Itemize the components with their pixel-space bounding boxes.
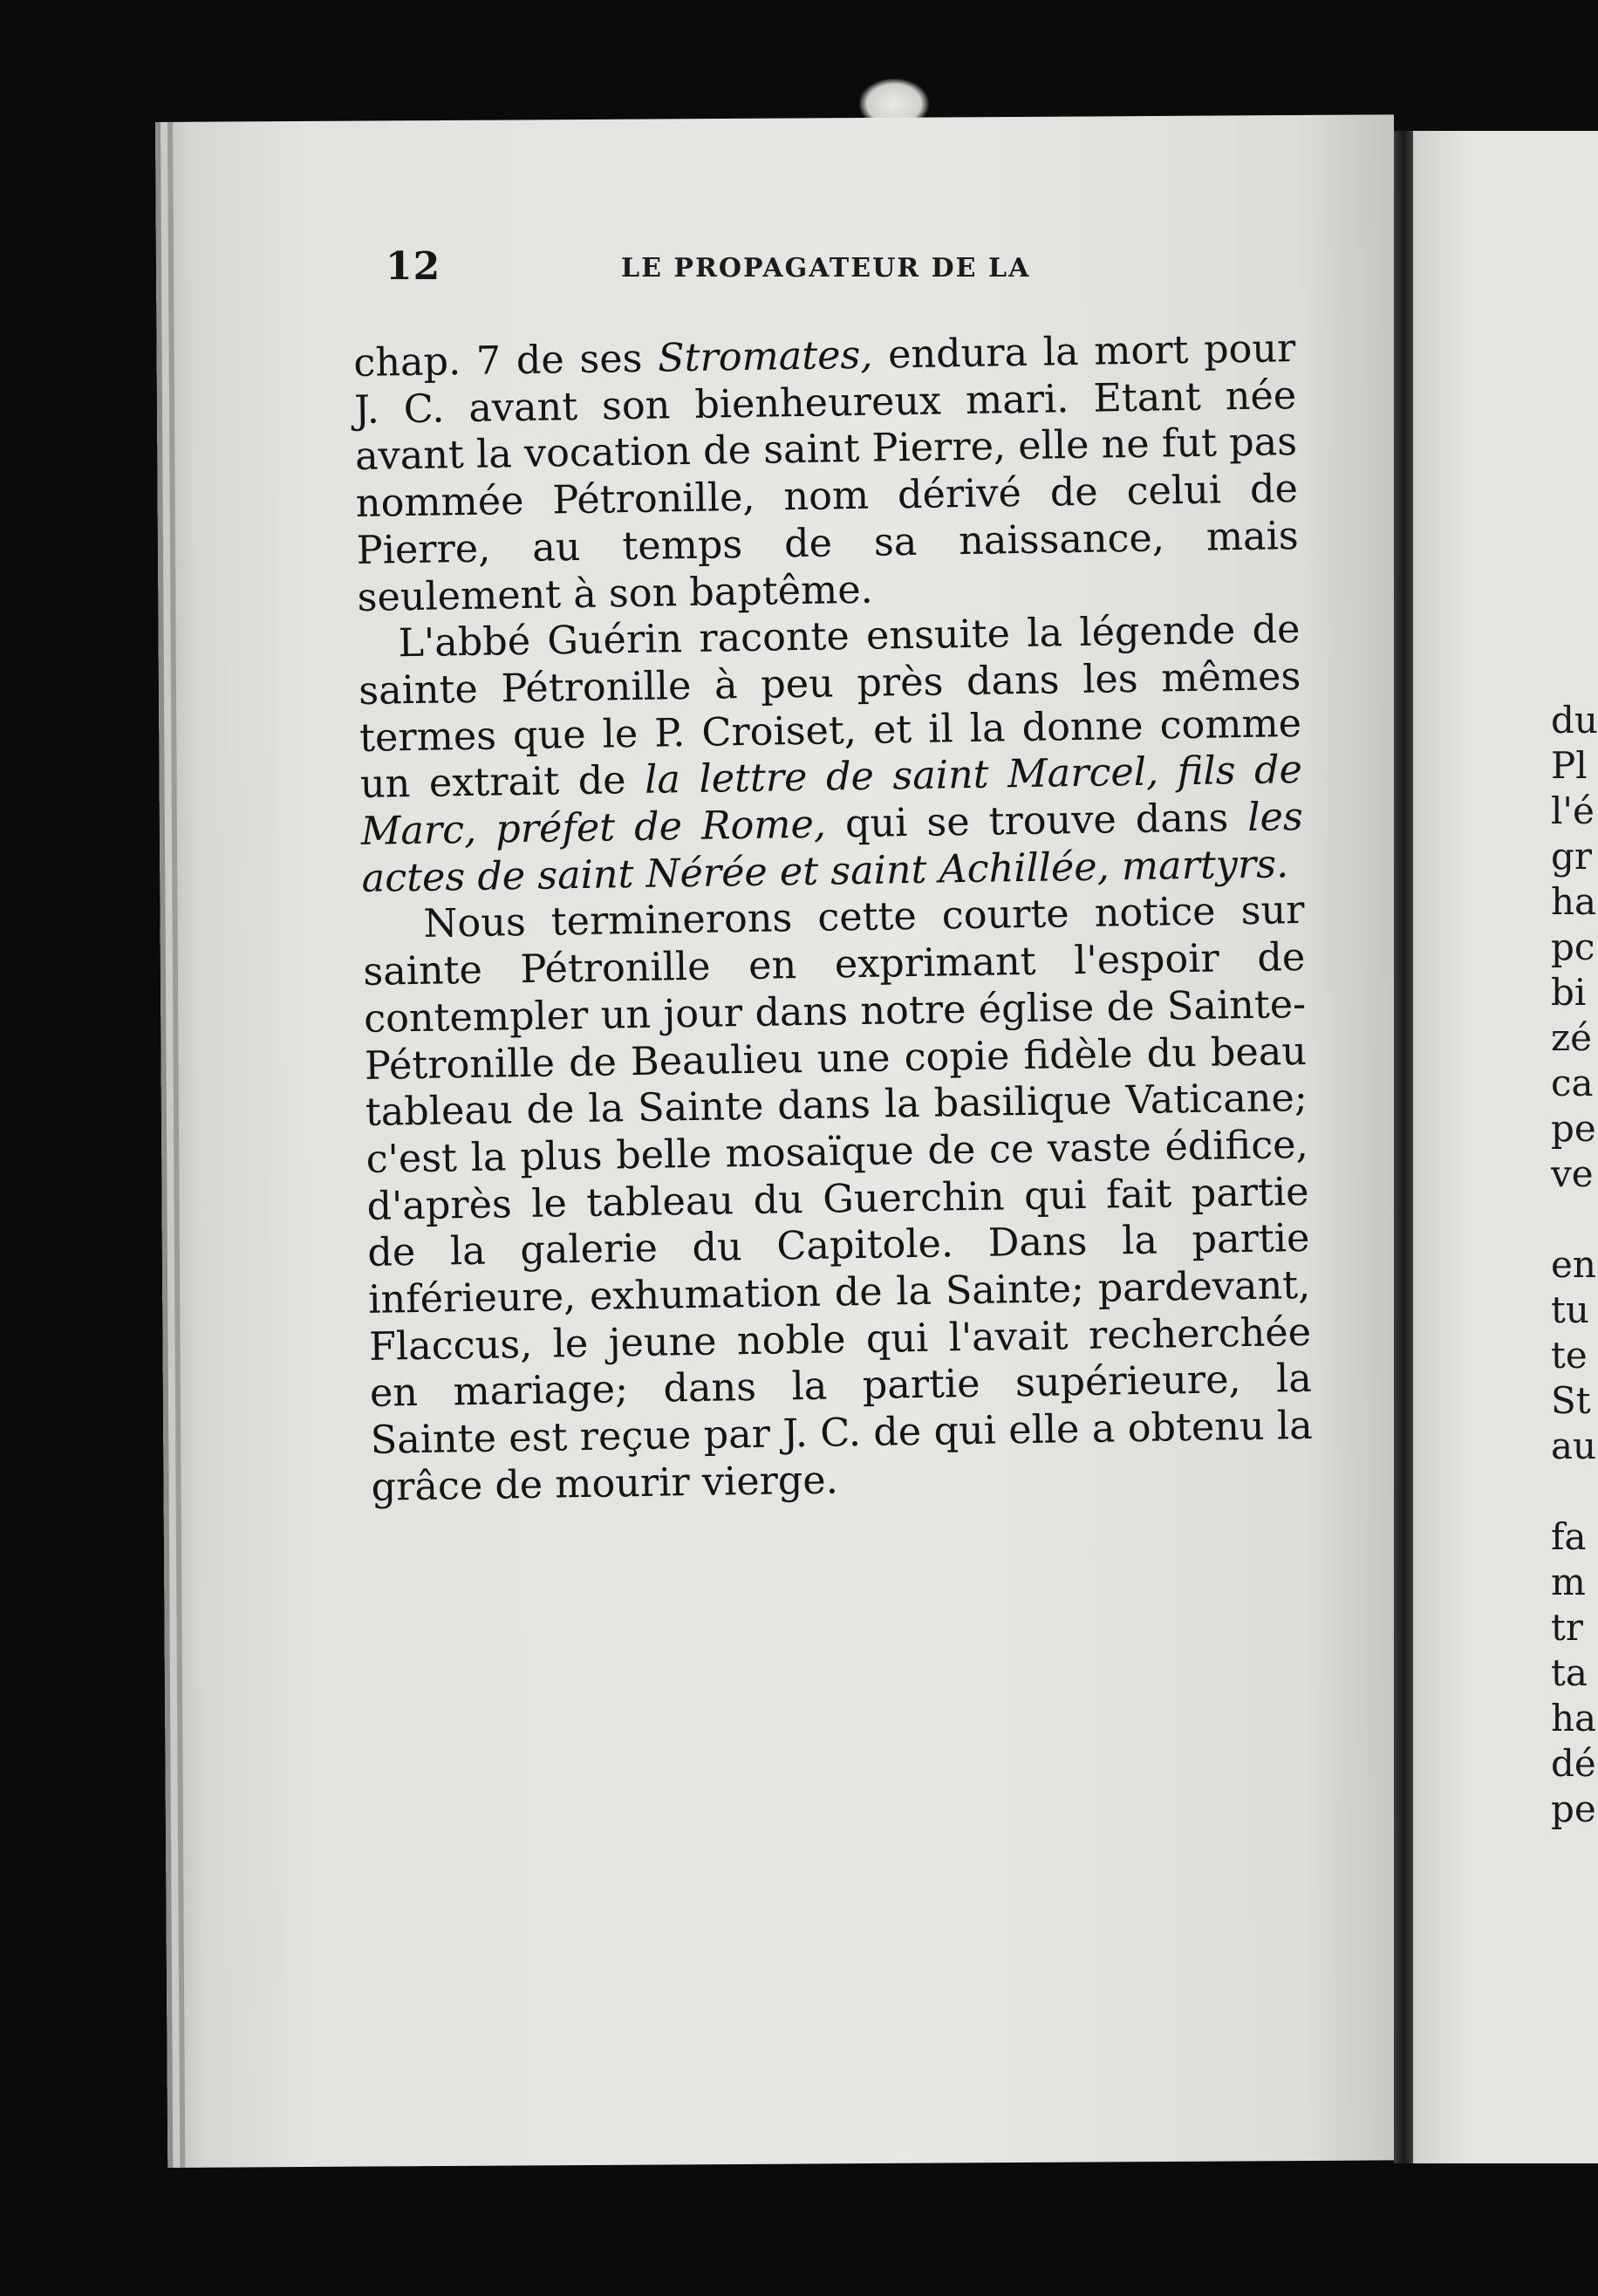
facing-line: ha: [1551, 1697, 1597, 1739]
facing-line: fa: [1551, 1515, 1587, 1558]
facing-line: pe: [1551, 1107, 1596, 1150]
facing-line: du: [1551, 699, 1598, 741]
facing-line: St: [1551, 1379, 1591, 1422]
facing-line: te: [1551, 1334, 1588, 1377]
facing-line: ve: [1551, 1152, 1594, 1195]
page-body-text: [353, 325, 1314, 1511]
paragraph-2-italic-source: les actes de saint Nérée et saint Achillée, martyrs.: [361, 795, 1304, 901]
running-title: LE PROPAGATEUR DE LA: [621, 253, 1031, 284]
facing-line: bi: [1551, 971, 1587, 1014]
facing-line-gap: [1551, 1197, 1598, 1242]
facing-line: tu: [1551, 1288, 1589, 1331]
facing-line: l'é: [1551, 789, 1595, 832]
paragraph-1-text-a: chap. 7 de ses: [353, 336, 659, 386]
paragraph-1-text-b: endura la mort pour J. C. avant son bienheureux mari. Etant née avant la vocation de saint Pierre, elle ne fut pas nommée Pétronille, nom dérivé de celui de Pierre, au temps de sa naissance, mais seulement à son baptême.: [353, 326, 1300, 620]
facing-line: m: [1551, 1561, 1586, 1603]
facing-line: pc: [1551, 926, 1595, 968]
facing-line-gap: [1551, 1469, 1598, 1514]
facing-line: gr: [1551, 835, 1592, 878]
facing-page-fragments: [1551, 698, 1598, 1832]
paragraph-3: Nous terminerons cette courte notice sur sainte Pétronille en exprimant l'espoir de contempler un jour dans notre église de Sainte-Pétronille de Beaulieu une copie fidèle du beau tableau de la Sainte dans la basilique Vaticane; c'est la plus belle mosaïque de ce vaste édifice, d'après le tableau du Guerchin qui fait partie de la galerie du Capitole. Dans la partie inférieure, exhumation de la Sainte; pardevant, Flaccus, le jeune noble qui l'avait recherchée en mariage; dans la partie supérieure, la Sainte est reçue par J. C. de qui elle a obtenu la grâce de mourir vierge.: [362, 888, 1314, 1510]
facing-line: pe: [1551, 1787, 1596, 1830]
facing-line: tr: [1551, 1606, 1583, 1649]
paragraph-2: [358, 606, 1304, 902]
paragraph-2-italic-citation: la lettre de saint Marcel, fils de Marc, préfet de Rome,: [360, 748, 1303, 854]
paragraph-1: [353, 325, 1300, 621]
facing-line: zé: [1551, 1016, 1592, 1059]
facing-line: en: [1551, 1243, 1596, 1286]
facing-line: dé: [1551, 1742, 1596, 1785]
running-header: [227, 244, 1099, 297]
paragraph-2-text-a: L'abbé Guérin raconte ensuite la légende de sainte Pétronille à peu près dans les mêmes termes que le P. Croiset, et il la donne comme un extrait de: [358, 607, 1302, 808]
paragraph-2-text-b: qui se trouve dans: [825, 795, 1248, 847]
facing-line: Pl: [1551, 744, 1588, 787]
page-number: 12: [386, 244, 441, 289]
book-gutter: [1394, 131, 1413, 2163]
facing-line: au: [1551, 1425, 1597, 1467]
paragraph-1-italic-title: Stromates,: [657, 332, 873, 381]
facing-line: ca: [1551, 1062, 1594, 1104]
facing-line: ha: [1551, 880, 1597, 923]
facing-line: ta: [1551, 1651, 1588, 1694]
